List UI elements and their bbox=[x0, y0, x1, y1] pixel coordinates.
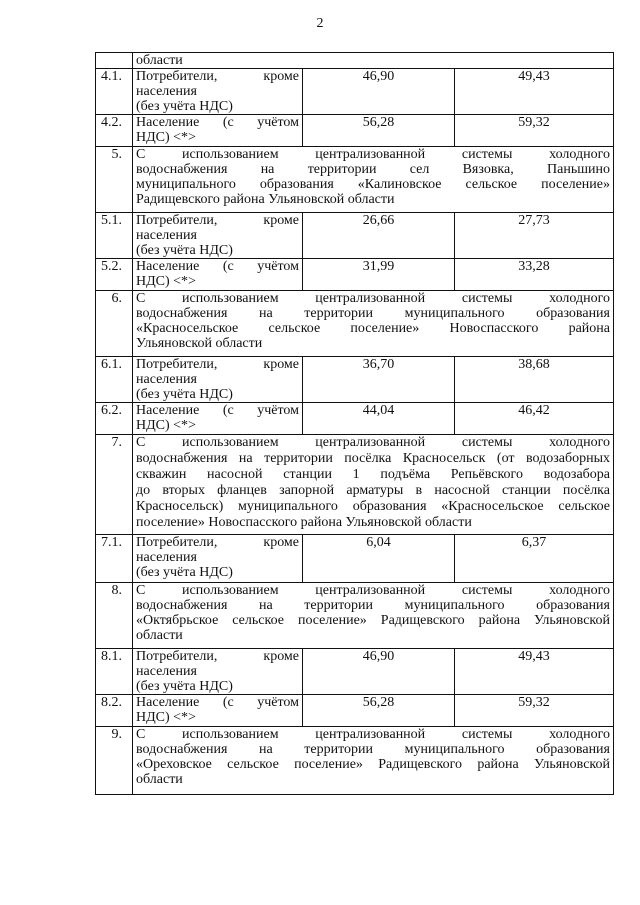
consumer-line: НДС) <*> bbox=[136, 710, 196, 725]
row-description bbox=[133, 291, 614, 357]
consumer-line: Население (с учётом bbox=[136, 115, 299, 130]
description-line: области bbox=[136, 772, 183, 787]
consumer-cell bbox=[133, 69, 303, 115]
row-number: 8.1. bbox=[96, 649, 133, 695]
tariff-value-1: 36,70 bbox=[303, 357, 455, 403]
row-number: 9. bbox=[96, 727, 133, 795]
row-number: 5.2. bbox=[96, 259, 133, 291]
row-number: 8.2. bbox=[96, 695, 133, 727]
description-line: С использованием централизованной системы холодного bbox=[136, 435, 610, 450]
tariff-value-2: 59,32 bbox=[455, 115, 614, 147]
tariff-value-1: 26,66 bbox=[303, 213, 455, 259]
consumer-line: НДС) <*> bbox=[136, 418, 196, 433]
row-number: 5.1. bbox=[96, 213, 133, 259]
description-line: поселение» Новоспасского района Ульяновской области bbox=[136, 515, 472, 530]
description-line: водоснабжения на территории муниципального образования bbox=[136, 742, 610, 757]
row-number: 7. bbox=[96, 435, 133, 535]
description-line: С использованием централизованной системы холодного bbox=[136, 727, 610, 742]
row-number: 5. bbox=[96, 147, 133, 213]
description-line: С использованием централизованной системы холодного bbox=[136, 147, 610, 162]
consumer-line: Население (с учётом bbox=[136, 695, 299, 710]
table-row bbox=[96, 291, 614, 357]
consumer-line: Потребители, кроме bbox=[136, 357, 299, 372]
consumer-line: населения bbox=[136, 228, 197, 243]
table-row bbox=[96, 147, 614, 213]
consumer-cell bbox=[133, 357, 303, 403]
description-line: муниципального образования «Калиновское сельское поселение» bbox=[136, 177, 610, 192]
description-line: С использованием централизованной системы холодного bbox=[136, 583, 610, 598]
table-row bbox=[96, 727, 614, 795]
consumer-line: (без учёта НДС) bbox=[136, 243, 233, 258]
row-number: 6. bbox=[96, 291, 133, 357]
consumer-line: населения bbox=[136, 84, 197, 99]
row-number: 6.2. bbox=[96, 403, 133, 435]
row-description bbox=[133, 727, 614, 795]
row-number: 8. bbox=[96, 583, 133, 649]
tariff-value-2: 49,43 bbox=[455, 649, 614, 695]
description-line: водоснабжения на территории муниципального образования bbox=[136, 306, 610, 321]
consumer-cell bbox=[133, 535, 303, 583]
description-line: С использованием централизованной системы холодного bbox=[136, 291, 610, 306]
description-line: Радищевского района Ульяновской области bbox=[136, 192, 395, 207]
consumer-line: Потребители, кроме bbox=[136, 535, 299, 550]
row-number: 6.1. bbox=[96, 357, 133, 403]
consumer-line: Потребители, кроме bbox=[136, 69, 299, 84]
tariff-value-2: 33,28 bbox=[455, 259, 614, 291]
table-row bbox=[96, 69, 614, 115]
consumer-cell bbox=[133, 649, 303, 695]
consumer-line: Потребители, кроме bbox=[136, 213, 299, 228]
consumer-line: населения bbox=[136, 664, 197, 679]
consumer-line: Потребители, кроме bbox=[136, 649, 299, 664]
table-row bbox=[96, 259, 614, 291]
tariff-value-2: 6,37 bbox=[455, 535, 614, 583]
description-line: водоснабжения на территории сел Вязовка, Паньшино bbox=[136, 162, 610, 177]
consumer-line: населения bbox=[136, 550, 197, 565]
row-number: 4.1. bbox=[96, 69, 133, 115]
consumer-cell bbox=[133, 695, 303, 727]
row-number: 7.1. bbox=[96, 535, 133, 583]
consumer-cell bbox=[133, 403, 303, 435]
consumer-line: (без учёта НДС) bbox=[136, 387, 233, 402]
consumer-cell bbox=[133, 115, 303, 147]
row-description bbox=[133, 435, 614, 535]
description-line: скважин насосной станции 1 подъёма Репьёвского водозабора bbox=[136, 467, 610, 482]
tariff-value-2: 27,73 bbox=[455, 213, 614, 259]
tariff-value-1: 56,28 bbox=[303, 695, 455, 727]
table-row bbox=[96, 213, 614, 259]
consumer-line: НДС) <*> bbox=[136, 274, 196, 289]
consumer-line: (без учёта НДС) bbox=[136, 99, 233, 114]
tariff-value-2: 49,43 bbox=[455, 69, 614, 115]
row-description bbox=[133, 147, 614, 213]
consumer-line: Население (с учётом bbox=[136, 259, 299, 274]
tariff-value-1: 46,90 bbox=[303, 649, 455, 695]
description-line: области bbox=[136, 628, 183, 643]
tariff-value-1: 31,99 bbox=[303, 259, 455, 291]
consumer-line: (без учёта НДС) bbox=[136, 565, 233, 580]
description-line: «Ореховское сельское поселение» Радищевского района Ульяновской bbox=[136, 757, 610, 772]
tariff-value-1: 6,04 bbox=[303, 535, 455, 583]
description-line: «Красносельское сельское поселение» Новоспасского района bbox=[136, 321, 610, 336]
table-row bbox=[96, 535, 614, 583]
tariff-value-2: 38,68 bbox=[455, 357, 614, 403]
description-line: «Октябрьское сельское поселение» Радищевского района Ульяновской bbox=[136, 613, 610, 628]
table-row bbox=[96, 403, 614, 435]
description-line: до вторых фланцев запорной арматуры в насосной станции посёлка bbox=[136, 483, 610, 498]
table-row bbox=[96, 649, 614, 695]
consumer-line: (без учёта НДС) bbox=[136, 679, 233, 694]
description-line: водоснабжения на территории муниципального образования bbox=[136, 598, 610, 613]
consumer-line: населения bbox=[136, 372, 197, 387]
consumer-line: Население (с учётом bbox=[136, 403, 299, 418]
description-line: Красносельск) муниципального образования «Красносельское сельское bbox=[136, 499, 610, 514]
description-line: водоснабжения на территории посёлка Красносельск (от водозаборных bbox=[136, 451, 610, 466]
tariff-value-1: 56,28 bbox=[303, 115, 455, 147]
tariff-value-1: 46,90 bbox=[303, 69, 455, 115]
row-number: 4.2. bbox=[96, 115, 133, 147]
table-row bbox=[96, 435, 614, 535]
consumer-cell bbox=[133, 213, 303, 259]
row-description bbox=[133, 583, 614, 649]
tariff-value-2: 46,42 bbox=[455, 403, 614, 435]
description-line: Ульяновской области bbox=[136, 336, 263, 351]
table-row bbox=[96, 115, 614, 147]
table-row bbox=[96, 53, 614, 69]
tariff-value-1: 44,04 bbox=[303, 403, 455, 435]
page-number: 2 bbox=[316, 16, 324, 31]
tariff-value-2: 59,32 bbox=[455, 695, 614, 727]
description-line: области bbox=[136, 53, 183, 68]
table-row bbox=[96, 583, 614, 649]
row-number-cell bbox=[96, 53, 133, 69]
consumer-line: НДС) <*> bbox=[136, 130, 196, 145]
table-row bbox=[96, 357, 614, 403]
table-row bbox=[96, 695, 614, 727]
row-description bbox=[133, 53, 614, 69]
tariff-table bbox=[95, 52, 614, 795]
consumer-cell bbox=[133, 259, 303, 291]
